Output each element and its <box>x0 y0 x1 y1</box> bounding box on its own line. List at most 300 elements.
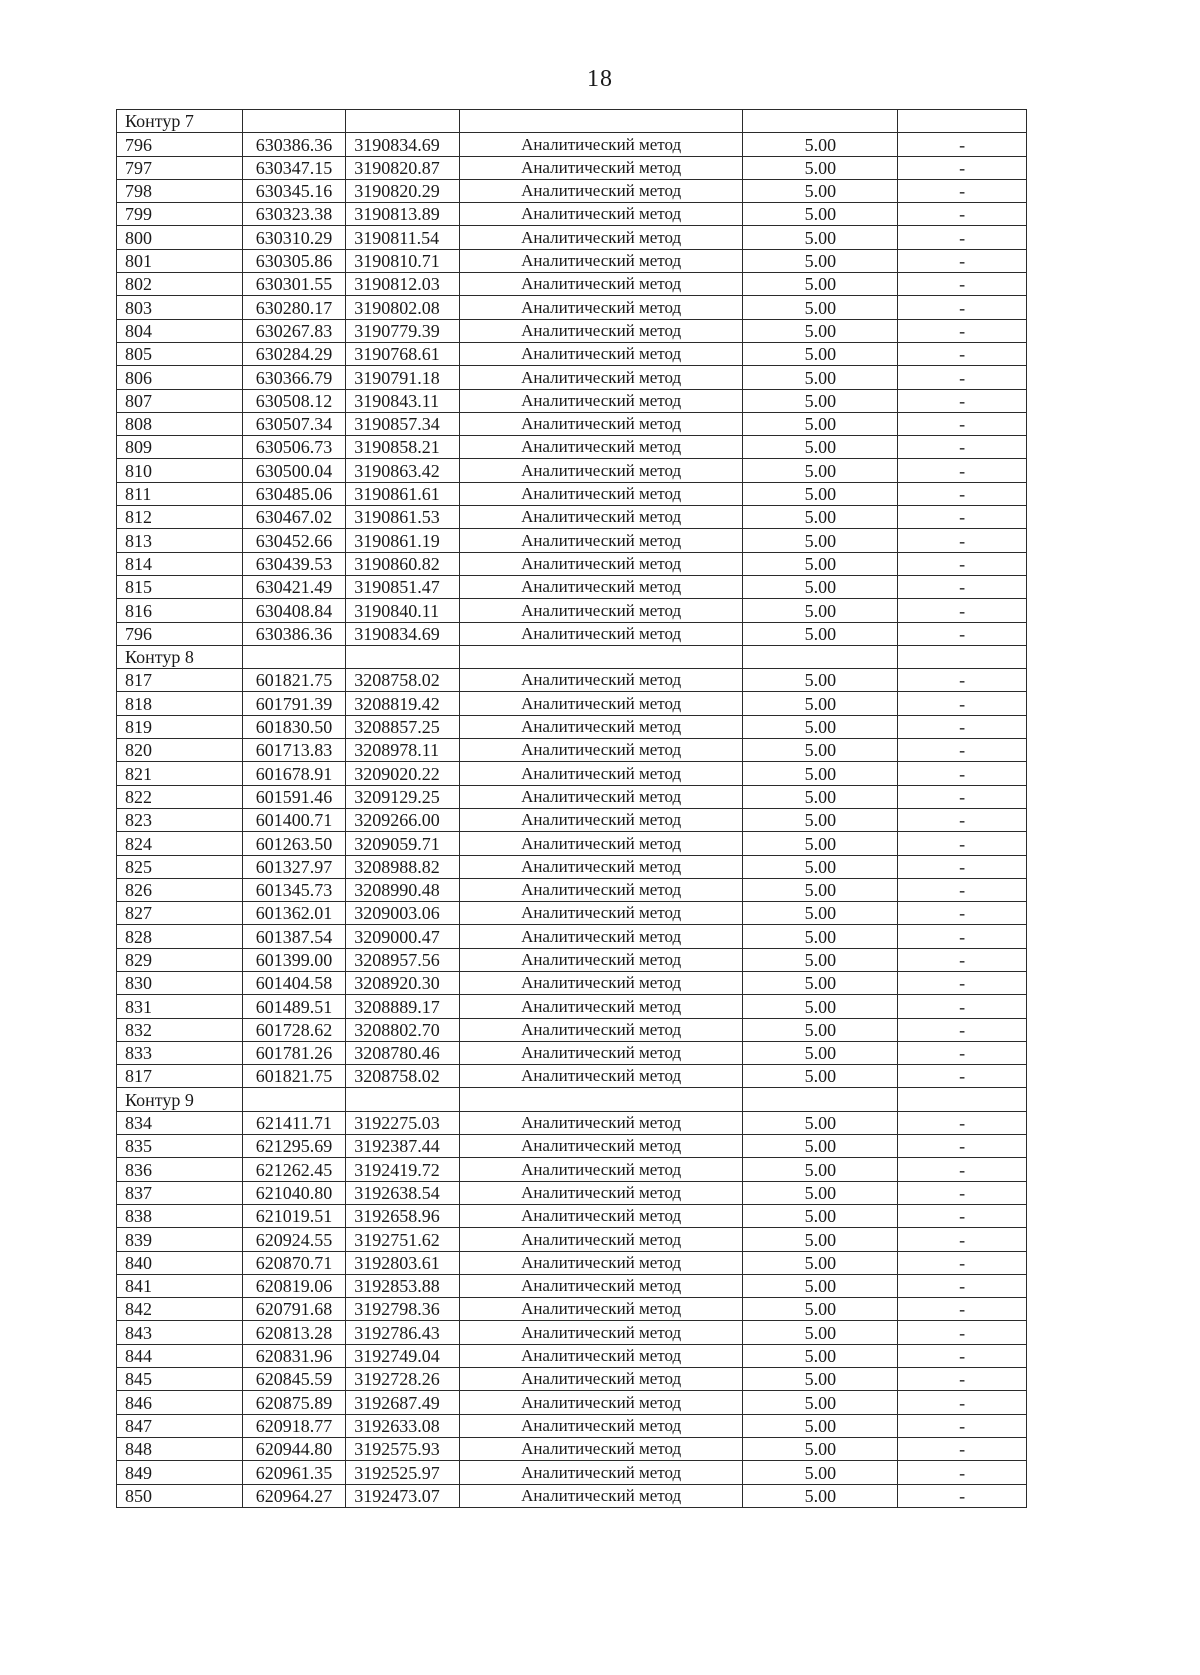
x-coordinate: 630366.79 <box>242 366 346 389</box>
method-cell: Аналитический метод <box>459 1158 743 1181</box>
point-number: 845 <box>117 1368 243 1391</box>
point-number: 821 <box>117 762 243 785</box>
y-coordinate: 3192728.26 <box>346 1368 460 1391</box>
point-number: 850 <box>117 1484 243 1507</box>
table-row <box>117 296 1027 319</box>
point-number: 796 <box>117 622 243 645</box>
method-cell: Аналитический метод <box>459 971 743 994</box>
method-cell: Аналитический метод <box>459 1321 743 1344</box>
method-cell: Аналитический метод <box>459 156 743 179</box>
dash-cell: - <box>898 1391 1027 1414</box>
point-number: 809 <box>117 436 243 459</box>
dash-cell: - <box>898 342 1027 365</box>
dash-cell: - <box>898 715 1027 738</box>
dash-cell: - <box>898 622 1027 645</box>
error-cell: 5.00 <box>743 273 898 296</box>
method-cell: Аналитический метод <box>459 389 743 412</box>
table-row <box>117 249 1027 272</box>
table-row <box>117 1461 1027 1484</box>
x-coordinate: 620875.89 <box>242 1391 346 1414</box>
x-coordinate: 630310.29 <box>242 226 346 249</box>
x-coordinate: 630305.86 <box>242 249 346 272</box>
point-number: 810 <box>117 459 243 482</box>
x-coordinate: 630507.34 <box>242 412 346 435</box>
x-coordinate: 620964.27 <box>242 1484 346 1507</box>
x-coordinate: 601821.75 <box>242 669 346 692</box>
x-coordinate: 621040.80 <box>242 1181 346 1204</box>
table-row <box>117 669 1027 692</box>
method-cell: Аналитический метод <box>459 1274 743 1297</box>
x-coordinate: 601791.39 <box>242 692 346 715</box>
method-cell: Аналитический метод <box>459 832 743 855</box>
y-coordinate: 3192749.04 <box>346 1344 460 1367</box>
error-cell: 5.00 <box>743 156 898 179</box>
y-coordinate: 3209020.22 <box>346 762 460 785</box>
error-cell: 5.00 <box>743 249 898 272</box>
x-coordinate: 630439.53 <box>242 552 346 575</box>
y-coordinate: 3209129.25 <box>346 785 460 808</box>
dash-cell: - <box>898 529 1027 552</box>
table-body <box>117 110 1027 1508</box>
error-cell: 5.00 <box>743 1065 898 1088</box>
section-header-row <box>117 645 1027 668</box>
point-number: 801 <box>117 249 243 272</box>
y-coordinate: 3190810.71 <box>346 249 460 272</box>
method-cell: Аналитический метод <box>459 948 743 971</box>
method-cell: Аналитический метод <box>459 995 743 1018</box>
dash-cell: - <box>898 552 1027 575</box>
table-row <box>117 1181 1027 1204</box>
method-cell: Аналитический метод <box>459 1414 743 1437</box>
x-coordinate: 630467.02 <box>242 506 346 529</box>
y-coordinate: 3192853.88 <box>346 1274 460 1297</box>
point-number: 815 <box>117 575 243 598</box>
dash-cell: - <box>898 412 1027 435</box>
method-cell: Аналитический метод <box>459 1251 743 1274</box>
dash-cell: - <box>898 179 1027 202</box>
point-number: 835 <box>117 1135 243 1158</box>
y-coordinate: 3208920.30 <box>346 971 460 994</box>
method-cell: Аналитический метод <box>459 412 743 435</box>
table-row <box>117 1414 1027 1437</box>
method-cell: Аналитический метод <box>459 808 743 831</box>
point-number: 814 <box>117 552 243 575</box>
table-row <box>117 762 1027 785</box>
error-cell: 5.00 <box>743 1298 898 1321</box>
method-cell: Аналитический метод <box>459 1204 743 1227</box>
dash-cell: - <box>898 739 1027 762</box>
section-header-row <box>117 110 1027 133</box>
empty-cell <box>898 1088 1027 1111</box>
empty-cell <box>743 1088 898 1111</box>
table-row <box>117 599 1027 622</box>
page-number: 18 <box>587 66 613 92</box>
section-title: Контур 7 <box>117 110 243 133</box>
method-cell: Аналитический метод <box>459 1181 743 1204</box>
table-row <box>117 1484 1027 1507</box>
method-cell: Аналитический метод <box>459 925 743 948</box>
section-title: Контур 8 <box>117 645 243 668</box>
y-coordinate: 3190768.61 <box>346 342 460 365</box>
dash-cell: - <box>898 482 1027 505</box>
y-coordinate: 3190791.18 <box>346 366 460 389</box>
method-cell: Аналитический метод <box>459 1041 743 1064</box>
table-row <box>117 1158 1027 1181</box>
table-row <box>117 319 1027 342</box>
dash-cell: - <box>898 366 1027 389</box>
y-coordinate: 3190861.19 <box>346 529 460 552</box>
x-coordinate: 601327.97 <box>242 855 346 878</box>
dash-cell: - <box>898 669 1027 692</box>
x-coordinate: 601591.46 <box>242 785 346 808</box>
table-row <box>117 1228 1027 1251</box>
dash-cell: - <box>898 971 1027 994</box>
table-row <box>117 971 1027 994</box>
y-coordinate: 3209059.71 <box>346 832 460 855</box>
dash-cell: - <box>898 1158 1027 1181</box>
method-cell: Аналитический метод <box>459 366 743 389</box>
x-coordinate: 621262.45 <box>242 1158 346 1181</box>
table-row <box>117 412 1027 435</box>
dash-cell: - <box>898 1414 1027 1437</box>
point-number: 843 <box>117 1321 243 1344</box>
point-number: 822 <box>117 785 243 808</box>
error-cell: 5.00 <box>743 1368 898 1391</box>
dash-cell: - <box>898 995 1027 1018</box>
dash-cell: - <box>898 389 1027 412</box>
method-cell: Аналитический метод <box>459 179 743 202</box>
y-coordinate: 3190834.69 <box>346 133 460 156</box>
point-number: 832 <box>117 1018 243 1041</box>
method-cell: Аналитический метод <box>459 1135 743 1158</box>
x-coordinate: 630500.04 <box>242 459 346 482</box>
y-coordinate: 3190802.08 <box>346 296 460 319</box>
error-cell: 5.00 <box>743 878 898 901</box>
point-number: 796 <box>117 133 243 156</box>
x-coordinate: 601362.01 <box>242 902 346 925</box>
y-coordinate: 3190820.87 <box>346 156 460 179</box>
point-number: 804 <box>117 319 243 342</box>
point-number: 849 <box>117 1461 243 1484</box>
y-coordinate: 3192638.54 <box>346 1181 460 1204</box>
method-cell: Аналитический метод <box>459 552 743 575</box>
point-number: 807 <box>117 389 243 412</box>
x-coordinate: 630280.17 <box>242 296 346 319</box>
dash-cell: - <box>898 808 1027 831</box>
error-cell: 5.00 <box>743 1461 898 1484</box>
point-number: 800 <box>117 226 243 249</box>
point-number: 829 <box>117 948 243 971</box>
empty-cell <box>743 645 898 668</box>
error-cell: 5.00 <box>743 319 898 342</box>
error-cell: 5.00 <box>743 1484 898 1507</box>
section-header-row <box>117 1088 1027 1111</box>
point-number: 812 <box>117 506 243 529</box>
point-number: 819 <box>117 715 243 738</box>
method-cell: Аналитический метод <box>459 1391 743 1414</box>
table-row <box>117 1111 1027 1134</box>
x-coordinate: 601404.58 <box>242 971 346 994</box>
x-coordinate: 620918.77 <box>242 1414 346 1437</box>
error-cell: 5.00 <box>743 832 898 855</box>
method-cell: Аналитический метод <box>459 1065 743 1088</box>
method-cell: Аналитический метод <box>459 785 743 808</box>
point-number: 806 <box>117 366 243 389</box>
y-coordinate: 3190860.82 <box>346 552 460 575</box>
dash-cell: - <box>898 226 1027 249</box>
dash-cell: - <box>898 1274 1027 1297</box>
x-coordinate: 601678.91 <box>242 762 346 785</box>
point-number: 846 <box>117 1391 243 1414</box>
y-coordinate: 3192786.43 <box>346 1321 460 1344</box>
point-number: 844 <box>117 1344 243 1367</box>
x-coordinate: 630345.16 <box>242 179 346 202</box>
empty-cell <box>743 110 898 133</box>
method-cell: Аналитический метод <box>459 203 743 226</box>
error-cell: 5.00 <box>743 785 898 808</box>
y-coordinate: 3190834.69 <box>346 622 460 645</box>
x-coordinate: 620831.96 <box>242 1344 346 1367</box>
x-coordinate: 630267.83 <box>242 319 346 342</box>
error-cell: 5.00 <box>743 622 898 645</box>
point-number: 805 <box>117 342 243 365</box>
point-number: 836 <box>117 1158 243 1181</box>
dash-cell: - <box>898 1461 1027 1484</box>
point-number: 834 <box>117 1111 243 1134</box>
dash-cell: - <box>898 133 1027 156</box>
point-number: 827 <box>117 902 243 925</box>
y-coordinate: 3190861.61 <box>346 482 460 505</box>
dash-cell: - <box>898 1321 1027 1344</box>
method-cell: Аналитический метод <box>459 249 743 272</box>
dash-cell: - <box>898 1204 1027 1227</box>
dash-cell: - <box>898 575 1027 598</box>
table-row <box>117 692 1027 715</box>
table-row <box>117 133 1027 156</box>
error-cell: 5.00 <box>743 1414 898 1437</box>
dash-cell: - <box>898 436 1027 459</box>
error-cell: 5.00 <box>743 995 898 1018</box>
method-cell: Аналитический метод <box>459 1461 743 1484</box>
method-cell: Аналитический метод <box>459 1484 743 1507</box>
point-number: 797 <box>117 156 243 179</box>
x-coordinate: 601399.00 <box>242 948 346 971</box>
dash-cell: - <box>898 948 1027 971</box>
point-number: 811 <box>117 482 243 505</box>
y-coordinate: 3209003.06 <box>346 902 460 925</box>
y-coordinate: 3190861.53 <box>346 506 460 529</box>
y-coordinate: 3208802.70 <box>346 1018 460 1041</box>
coordinates-table <box>116 109 1027 1508</box>
x-coordinate: 630347.15 <box>242 156 346 179</box>
y-coordinate: 3209266.00 <box>346 808 460 831</box>
empty-cell <box>346 110 460 133</box>
empty-cell <box>346 645 460 668</box>
table-row <box>117 575 1027 598</box>
method-cell: Аналитический метод <box>459 296 743 319</box>
y-coordinate: 3190851.47 <box>346 575 460 598</box>
x-coordinate: 630506.73 <box>242 436 346 459</box>
table-row <box>117 1437 1027 1460</box>
table-row <box>117 1368 1027 1391</box>
error-cell: 5.00 <box>743 1018 898 1041</box>
error-cell: 5.00 <box>743 342 898 365</box>
error-cell: 5.00 <box>743 389 898 412</box>
method-cell: Аналитический метод <box>459 319 743 342</box>
error-cell: 5.00 <box>743 459 898 482</box>
table-row <box>117 902 1027 925</box>
point-number: 826 <box>117 878 243 901</box>
method-cell: Аналитический метод <box>459 762 743 785</box>
table-row <box>117 273 1027 296</box>
error-cell: 5.00 <box>743 529 898 552</box>
point-number: 824 <box>117 832 243 855</box>
y-coordinate: 3190820.29 <box>346 179 460 202</box>
error-cell: 5.00 <box>743 948 898 971</box>
table-row <box>117 1018 1027 1041</box>
point-number: 840 <box>117 1251 243 1274</box>
table-row <box>117 855 1027 878</box>
error-cell: 5.00 <box>743 366 898 389</box>
error-cell: 5.00 <box>743 412 898 435</box>
x-coordinate: 630452.66 <box>242 529 346 552</box>
x-coordinate: 620845.59 <box>242 1368 346 1391</box>
table-row <box>117 342 1027 365</box>
table-row <box>117 878 1027 901</box>
error-cell: 5.00 <box>743 855 898 878</box>
x-coordinate: 630508.12 <box>242 389 346 412</box>
method-cell: Аналитический метод <box>459 133 743 156</box>
y-coordinate: 3190840.11 <box>346 599 460 622</box>
error-cell: 5.00 <box>743 925 898 948</box>
error-cell: 5.00 <box>743 179 898 202</box>
table-row <box>117 203 1027 226</box>
table-row <box>117 366 1027 389</box>
y-coordinate: 3208780.46 <box>346 1041 460 1064</box>
empty-cell <box>346 1088 460 1111</box>
error-cell: 5.00 <box>743 692 898 715</box>
x-coordinate: 601713.83 <box>242 739 346 762</box>
table-row <box>117 995 1027 1018</box>
error-cell: 5.00 <box>743 1344 898 1367</box>
dash-cell: - <box>898 878 1027 901</box>
x-coordinate: 630323.38 <box>242 203 346 226</box>
dash-cell: - <box>898 156 1027 179</box>
error-cell: 5.00 <box>743 599 898 622</box>
dash-cell: - <box>898 1181 1027 1204</box>
error-cell: 5.00 <box>743 902 898 925</box>
x-coordinate: 601821.75 <box>242 1065 346 1088</box>
x-coordinate: 620944.80 <box>242 1437 346 1460</box>
table-row <box>117 948 1027 971</box>
table-row <box>117 1321 1027 1344</box>
error-cell: 5.00 <box>743 1274 898 1297</box>
y-coordinate: 3209000.47 <box>346 925 460 948</box>
error-cell: 5.00 <box>743 1437 898 1460</box>
error-cell: 5.00 <box>743 971 898 994</box>
x-coordinate: 630386.36 <box>242 133 346 156</box>
dash-cell: - <box>898 1437 1027 1460</box>
table-row <box>117 552 1027 575</box>
dash-cell: - <box>898 273 1027 296</box>
method-cell: Аналитический метод <box>459 1111 743 1134</box>
method-cell: Аналитический метод <box>459 599 743 622</box>
point-number: 842 <box>117 1298 243 1321</box>
table-row <box>117 739 1027 762</box>
error-cell: 5.00 <box>743 1391 898 1414</box>
section-title: Контур 9 <box>117 1088 243 1111</box>
dash-cell: - <box>898 1041 1027 1064</box>
method-cell: Аналитический метод <box>459 482 743 505</box>
method-cell: Аналитический метод <box>459 436 743 459</box>
x-coordinate: 620961.35 <box>242 1461 346 1484</box>
point-number: 818 <box>117 692 243 715</box>
dash-cell: - <box>898 1018 1027 1041</box>
method-cell: Аналитический метод <box>459 273 743 296</box>
dash-cell: - <box>898 762 1027 785</box>
point-number: 808 <box>117 412 243 435</box>
dash-cell: - <box>898 1298 1027 1321</box>
y-coordinate: 3208889.17 <box>346 995 460 1018</box>
method-cell: Аналитический метод <box>459 622 743 645</box>
x-coordinate: 621295.69 <box>242 1135 346 1158</box>
dash-cell: - <box>898 1484 1027 1507</box>
y-coordinate: 3192803.61 <box>346 1251 460 1274</box>
dash-cell: - <box>898 785 1027 808</box>
table-row <box>117 506 1027 529</box>
error-cell: 5.00 <box>743 1321 898 1344</box>
dash-cell: - <box>898 1368 1027 1391</box>
x-coordinate: 620870.71 <box>242 1251 346 1274</box>
dash-cell: - <box>898 902 1027 925</box>
y-coordinate: 3190858.21 <box>346 436 460 459</box>
method-cell: Аналитический метод <box>459 342 743 365</box>
table-row <box>117 1344 1027 1367</box>
method-cell: Аналитический метод <box>459 855 743 878</box>
dash-cell: - <box>898 319 1027 342</box>
table-row <box>117 179 1027 202</box>
point-number: 820 <box>117 739 243 762</box>
error-cell: 5.00 <box>743 552 898 575</box>
method-cell: Аналитический метод <box>459 506 743 529</box>
error-cell: 5.00 <box>743 203 898 226</box>
point-number: 816 <box>117 599 243 622</box>
point-number: 798 <box>117 179 243 202</box>
point-number: 839 <box>117 1228 243 1251</box>
dash-cell: - <box>898 1135 1027 1158</box>
y-coordinate: 3192387.44 <box>346 1135 460 1158</box>
method-cell: Аналитический метод <box>459 1018 743 1041</box>
error-cell: 5.00 <box>743 669 898 692</box>
table-row <box>117 715 1027 738</box>
y-coordinate: 3190811.54 <box>346 226 460 249</box>
dash-cell: - <box>898 925 1027 948</box>
error-cell: 5.00 <box>743 226 898 249</box>
dash-cell: - <box>898 1344 1027 1367</box>
error-cell: 5.00 <box>743 762 898 785</box>
y-coordinate: 3208990.48 <box>346 878 460 901</box>
x-coordinate: 621019.51 <box>242 1204 346 1227</box>
y-coordinate: 3192473.07 <box>346 1484 460 1507</box>
table-row <box>117 1041 1027 1064</box>
point-number: 817 <box>117 669 243 692</box>
error-cell: 5.00 <box>743 1135 898 1158</box>
x-coordinate: 630485.06 <box>242 482 346 505</box>
error-cell: 5.00 <box>743 133 898 156</box>
dash-cell: - <box>898 459 1027 482</box>
table-row <box>117 529 1027 552</box>
x-coordinate: 620924.55 <box>242 1228 346 1251</box>
